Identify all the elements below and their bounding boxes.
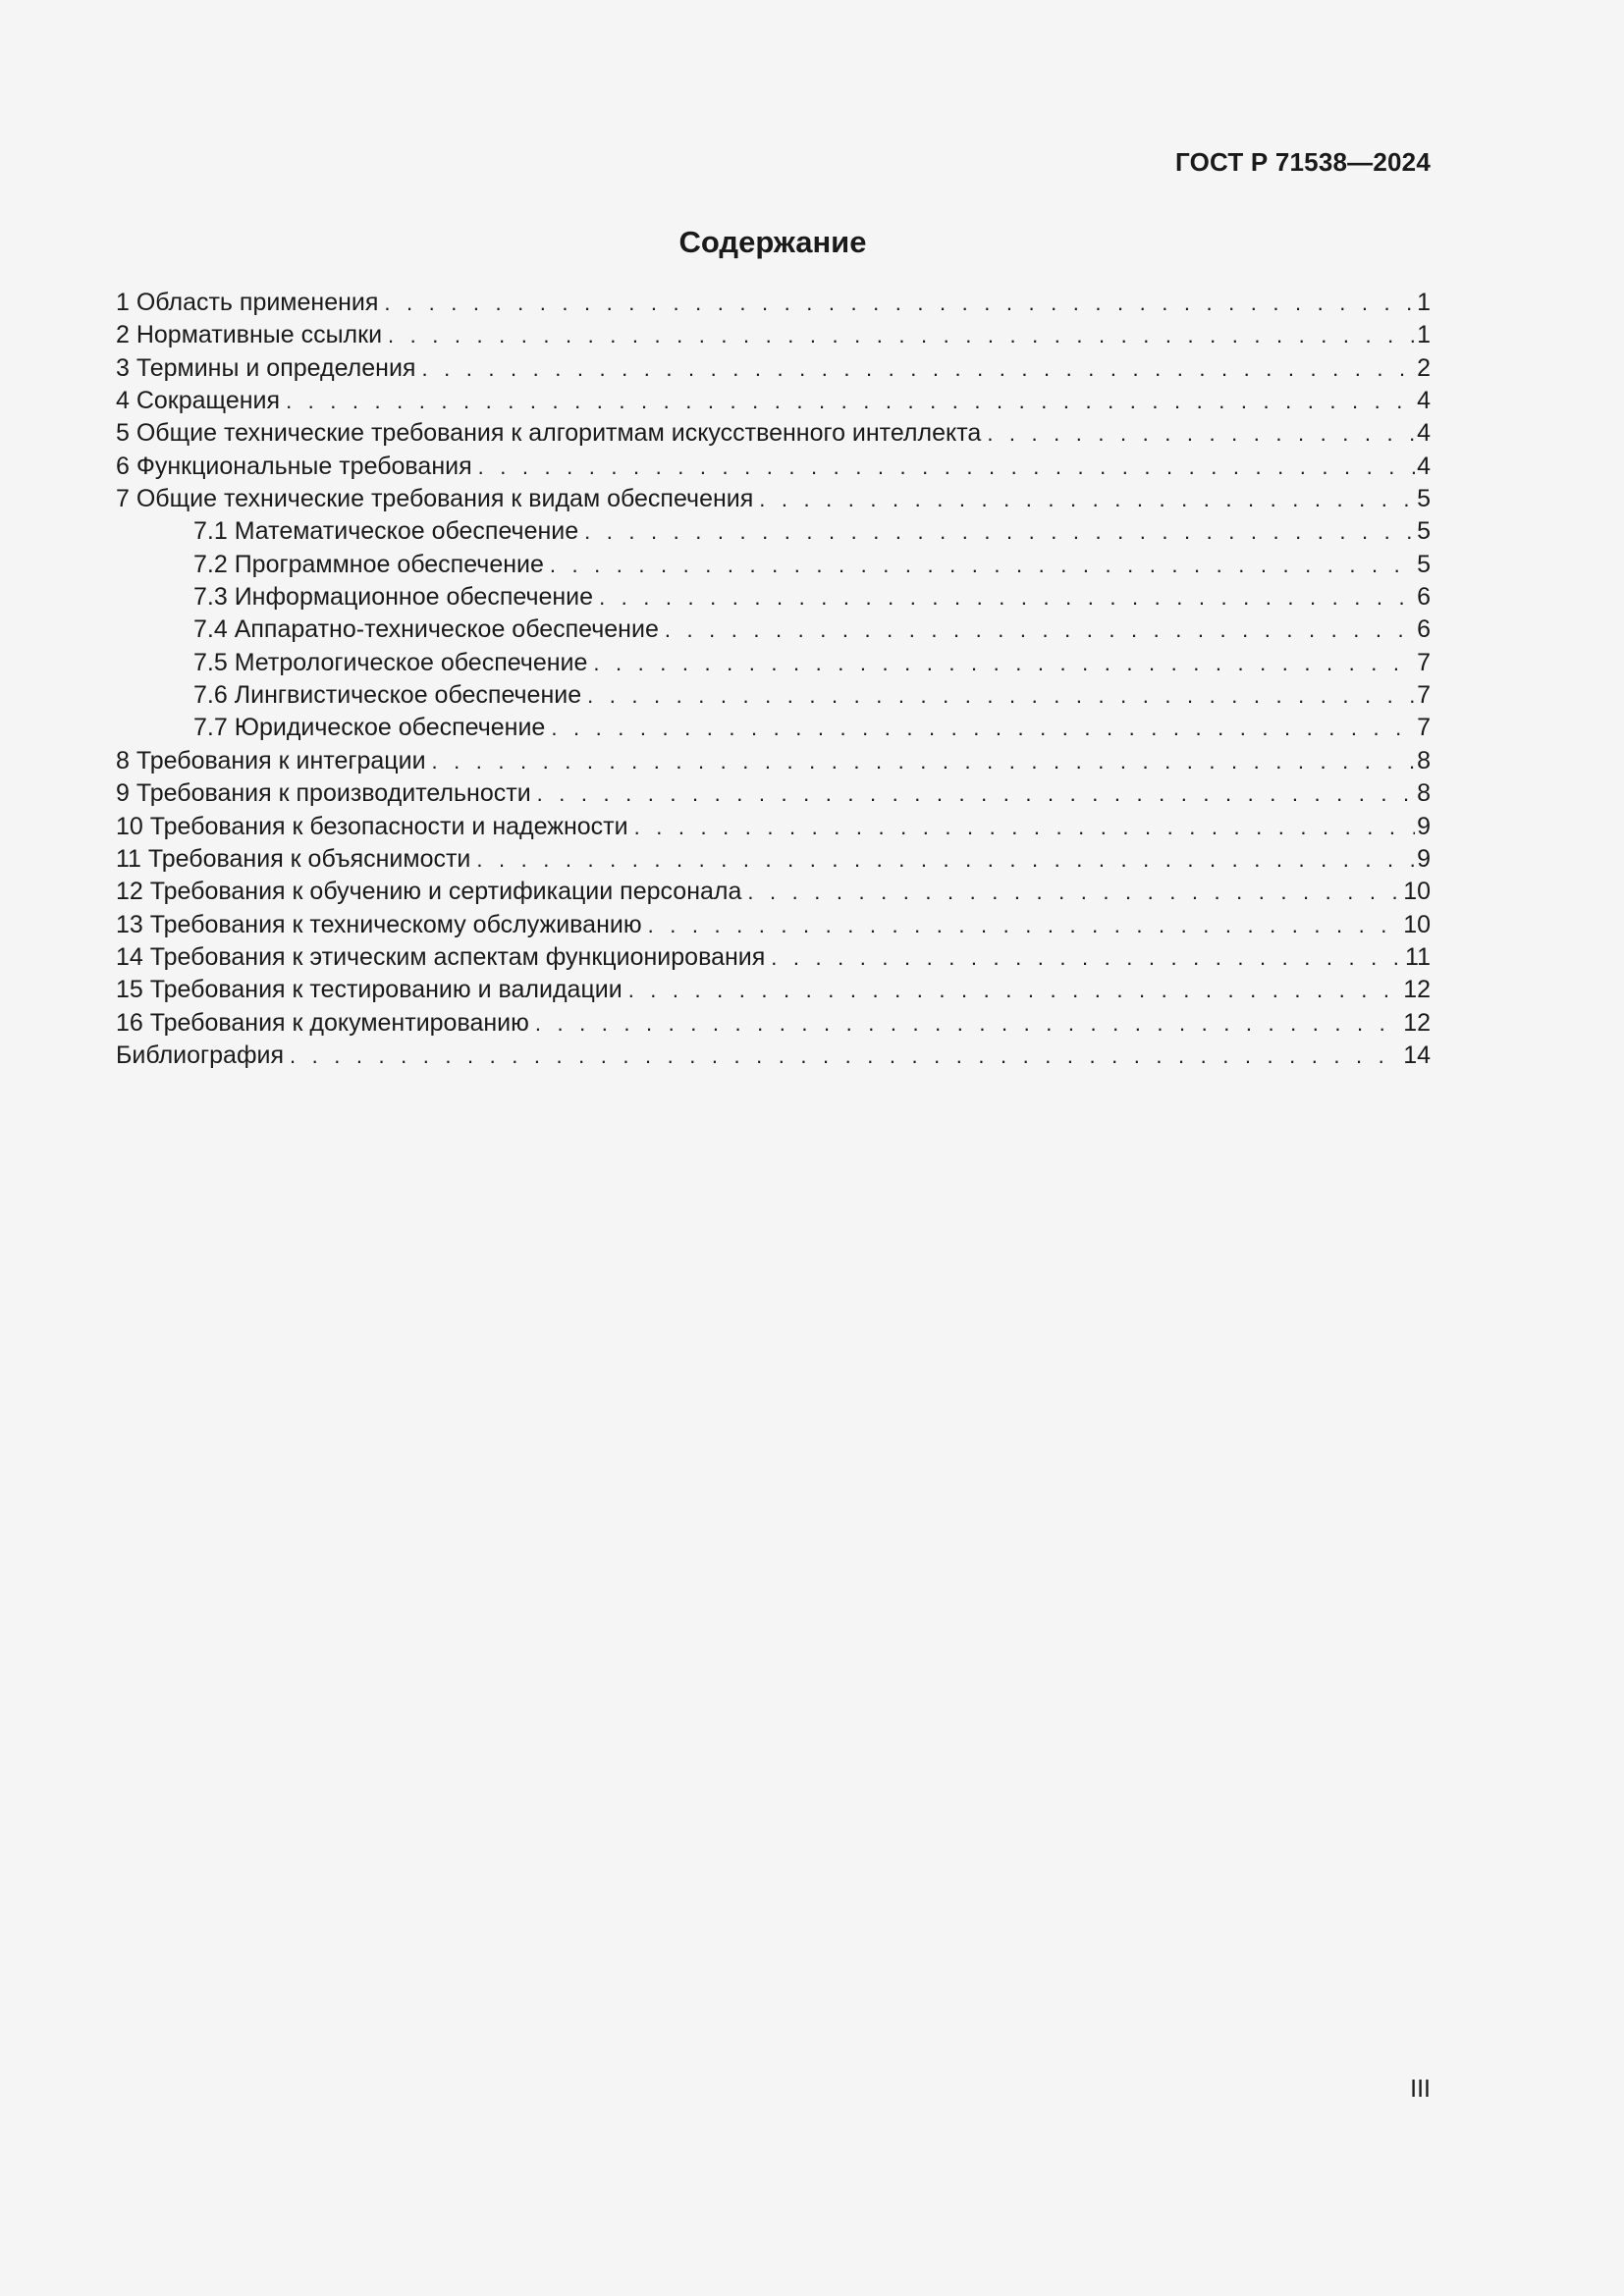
toc-leader-dots [587,679,1415,712]
toc-entry[interactable] [116,581,1431,614]
toc-entry-page: 12 [1403,1008,1431,1037]
toc-entry[interactable] [116,974,1431,1006]
toc-leader-dots [648,909,1402,941]
table-of-contents [116,287,1431,1072]
toc-entry-title: 7.7 Юридическое обеспечение [193,714,546,742]
toc-entry[interactable] [116,679,1431,712]
toc-leader-dots [551,712,1415,744]
toc-entry-title: 9 Требования к производительности [116,779,531,808]
toc-entry-title: 13 Требования к техническому обслуживанию [116,910,642,938]
toc-entry[interactable] [116,1007,1431,1040]
toc-entry[interactable] [116,319,1431,351]
toc-entry-title: 15 Требования к тестированию и валидации [116,976,623,1004]
toc-entry-page: 5 [1417,485,1431,513]
toc-leader-dots [987,417,1415,450]
toc-leader-dots [290,1040,1401,1072]
toc-leader-dots [286,385,1415,417]
toc-entry[interactable] [116,515,1431,548]
toc-entry-title: 14 Требования к этическим аспектам функционирования [116,942,766,971]
toc-entry-title: 5 Общие технические требования к алгоритмам искусственного интеллекта [116,419,982,448]
toc-entry-title: 7.2 Программное обеспечение [193,550,544,578]
toc-entry[interactable] [116,777,1431,810]
toc-entry-title: 4 Сокращения [116,387,281,415]
toc-entry-page: 10 [1403,878,1431,906]
toc-entry-title: 2 Нормативные ссылки [116,321,383,349]
toc-leader-dots [388,319,1415,351]
toc-entry-page: 4 [1417,452,1431,480]
toc-entry-page: 7 [1417,648,1431,676]
toc-entry-title: 6 Функциональные требования [116,452,472,480]
toc-entry-page: 12 [1403,976,1431,1004]
toc-entry-title: 12 Требования к обучению и сертификации персонала [116,878,742,906]
toc-entry[interactable] [116,909,1431,941]
toc-entry[interactable] [116,287,1431,319]
toc-entry[interactable] [116,483,1431,515]
page-number: III [1410,2075,1431,2103]
toc-leader-dots [384,287,1415,319]
toc-leader-dots [634,811,1416,843]
toc-entry[interactable] [116,417,1431,450]
toc-leader-dots [535,1007,1401,1040]
toc-entry-page: 9 [1417,844,1431,873]
toc-entry[interactable] [116,614,1431,646]
toc-leader-dots [550,549,1415,581]
toc-entry-page: 1 [1417,289,1431,316]
toc-entry-page: 8 [1417,746,1431,774]
toc-leader-dots [478,451,1415,483]
toc-leader-dots [584,515,1415,548]
toc-entry-title: 8 Требования к интеграции [116,746,426,774]
toc-entry-title: 11 Требования к объяснимости [116,844,471,873]
toc-entry-page: 2 [1417,353,1431,382]
toc-entry-page: 10 [1403,910,1431,938]
toc-entry-title: 7.4 Аппаратно-техническое обеспечение [193,615,659,644]
toc-entry-title: 16 Требования к документированию [116,1008,529,1037]
toc-entry[interactable] [116,549,1431,581]
toc-entry[interactable] [116,811,1431,843]
toc-entry-title: 1 Область применения [116,289,379,316]
toc-entry-page: 9 [1417,812,1431,840]
toc-entry-page: 5 [1417,550,1431,578]
toc-entry[interactable] [116,843,1431,876]
toc-entry-title: 7.3 Информационное обеспечение [193,583,594,612]
toc-entry-page: 7 [1417,681,1431,710]
toc-leader-dots [476,843,1415,876]
toc-entry-title: 7 Общие технические требования к видам обеспечения [116,485,754,513]
toc-entry-title: 7.1 Математическое обеспечение [193,517,579,546]
toc-entry-title: 3 Термины и определения [116,353,416,382]
toc-leader-dots [747,876,1401,908]
toc-entry-title: Библиография [116,1041,285,1069]
toc-entry[interactable] [116,941,1431,974]
toc-entry-page: 7 [1417,714,1431,742]
toc-leader-dots [537,777,1415,810]
toc-entry-page: 5 [1417,517,1431,546]
document-code: ГОСТ Р 71538—2024 [1175,147,1431,177]
toc-entry[interactable] [116,385,1431,417]
toc-leader-dots [432,745,1416,777]
toc-entry[interactable] [116,451,1431,483]
toc-entry[interactable] [116,352,1431,385]
toc-entry[interactable] [116,1040,1431,1072]
toc-entry[interactable] [116,647,1431,679]
toc-entry-page: 8 [1417,779,1431,808]
toc-leader-dots [593,647,1415,679]
toc-leader-dots [665,614,1415,646]
toc-entry-page: 11 [1405,942,1431,971]
toc-entry[interactable] [116,745,1431,777]
toc-title: Содержание [678,225,867,259]
toc-entry-title: 10 Требования к безопасности и надежности [116,812,628,840]
toc-entry-title: 7.5 Метрологическое обеспечение [193,648,588,676]
toc-entry[interactable] [116,876,1431,908]
toc-entry-page: 1 [1417,321,1431,349]
toc-entry-page: 4 [1417,387,1431,415]
toc-entry-page: 4 [1417,419,1431,448]
toc-leader-dots [628,974,1402,1006]
toc-leader-dots [599,581,1415,614]
toc-entry-title: 7.6 Лингвистическое обеспечение [193,681,582,710]
toc-leader-dots [421,352,1415,385]
toc-leader-dots [759,483,1415,515]
toc-leader-dots [771,941,1403,974]
toc-entry-page: 6 [1417,615,1431,644]
toc-entry[interactable] [116,712,1431,744]
toc-entry-page: 14 [1403,1041,1431,1069]
toc-entry-page: 6 [1417,583,1431,612]
